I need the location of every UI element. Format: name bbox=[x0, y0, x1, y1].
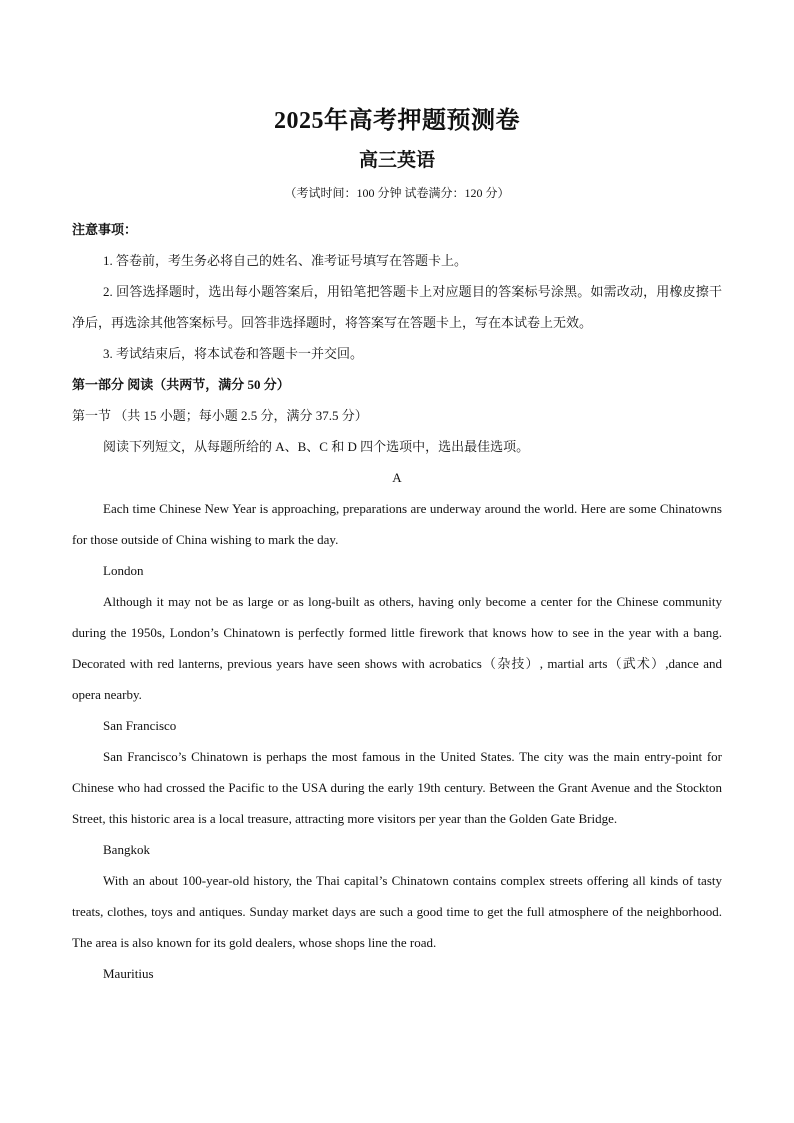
section-text: With an about 100-year-old history, the Thai capital’s Chinatown contains complex streets offering all kinds of tasty treats, clothes, toys and antiques. Sunday market days are such a good time to get the full atmosphere of the neighborhood. The area is also known for its gold dealers, whose shops line the road. bbox=[72, 873, 722, 950]
exam-title: 2025年高考押题预测卷 bbox=[274, 108, 520, 134]
notice-item: 1. 答卷前，考生务必将自己的姓名、准考证号填写在答题卡上。 bbox=[103, 253, 468, 268]
section-place: London bbox=[103, 563, 144, 578]
notice-heading: 注意事项： bbox=[72, 222, 138, 237]
part1-heading: 第一部分 阅读（共两节，满分 50 分） bbox=[72, 377, 290, 392]
passage-intro: Each time Chinese New Year is approaching, preparations are underway around the world. Here are some Chinatowns for those outside of China wishing to mark the day. bbox=[72, 501, 722, 547]
notice-item: 2. 回答选择题时，选出每小题答案后，用铅笔把答题卡上对应题目的答案标号涂黑。如需改动，用橡皮擦干净后，再选涂其他答案标号。回答非选择题时，将答案写在答题卡上，写在本试卷上无效。 bbox=[72, 284, 722, 330]
section-place: Mauritius bbox=[103, 966, 154, 981]
section-place: San Francisco bbox=[103, 718, 177, 733]
exam-content bbox=[72, 214, 722, 989]
notice-item: 3. 考试结束后，将本试卷和答题卡一并交回。 bbox=[103, 346, 364, 361]
instruction: 阅读下列短文，从每题所给的 A、B、C 和 D 四个选项中，选出最佳选项。 bbox=[103, 439, 530, 454]
exam-subtitle: 高三英语 bbox=[358, 150, 435, 171]
section-text: San Francisco’s Chinatown is perhaps the most famous in the United States. The city was the main entry-point for Chinese who had crossed the Pacific to the USA during the early 19th century. Between the Grant Avenue and the Stockton Street, this historic area is a local treasure, attracting more visitors per year than the Golden Gate Bridge. bbox=[72, 749, 722, 826]
section-place: Bangkok bbox=[103, 842, 150, 857]
exam-info: （考试时间：100 分钟 试卷满分：120 分） bbox=[284, 186, 510, 200]
section-text: Although it may not be as large or as long-built as others, having only become a center for the Chinese community during the 1950s, London’s Chinatown is perfectly formed little firework that knows how to see in the year with a bang. Decorated with red lanterns, previous years have seen shows with acrobatics（杂技）, martial arts（武术）,dance and opera nearby. bbox=[72, 594, 722, 702]
passage-label: A bbox=[392, 470, 402, 485]
section1-heading: 第一节 （共 15 小题；每小题 2.5 分，满分 37.5 分） bbox=[72, 408, 368, 423]
